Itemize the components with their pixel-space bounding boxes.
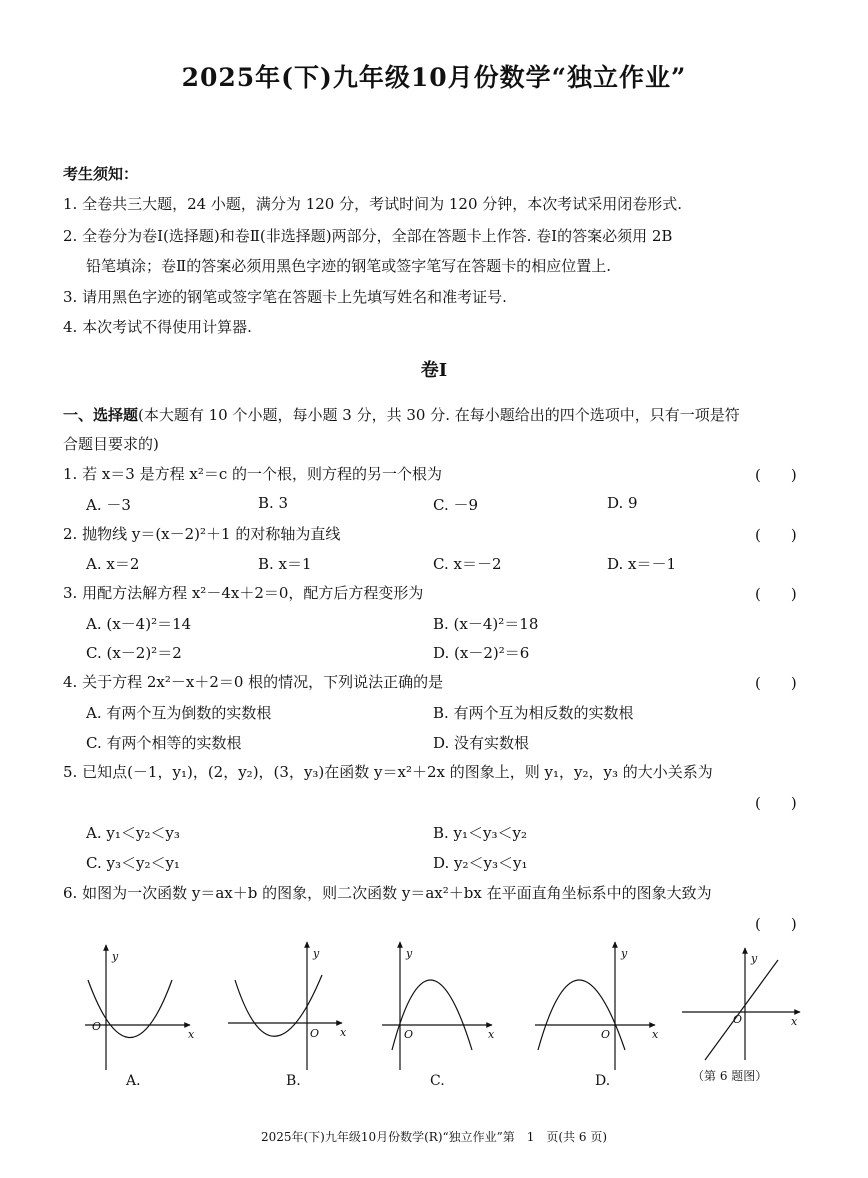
section-desc-1: (本大题有 10 个小题，每小题 3 分，共 30 分. 在每小题给出的四个选项中，只有一项是符 bbox=[138, 406, 740, 424]
figure-6-x-label: x bbox=[791, 1015, 798, 1028]
graph-c-origin: O bbox=[404, 1028, 414, 1041]
question-5-option-c: C. y₃＜y₂＜y₁ bbox=[86, 854, 180, 872]
section-desc-2: 合题目要求的) bbox=[63, 435, 159, 453]
graph-c bbox=[382, 942, 492, 1070]
graph-d-y-label: y bbox=[621, 947, 628, 960]
question-1-stem: 1. 若 x＝3 是方程 x²＝c 的一个根，则方程的另一个根为 bbox=[63, 465, 443, 483]
question-1-option-b: B. 3 bbox=[258, 494, 289, 512]
question-3-option-b: B. (x－4)²＝18 bbox=[433, 615, 539, 633]
graph-a-label: A. bbox=[126, 1073, 141, 1089]
question-1-option-c: C. －9 bbox=[433, 496, 479, 514]
question-1-option-a: A. －3 bbox=[86, 496, 131, 514]
question-5-option-b: B. y₁＜y₃＜y₂ bbox=[433, 824, 528, 842]
question-4-option-a: A. 有两个互为倒数的实数根 bbox=[86, 704, 272, 722]
question-4-option-d: D. 没有实数根 bbox=[433, 734, 530, 752]
question-3-option-c: C. (x－2)²＝2 bbox=[86, 644, 182, 662]
notice-item-2: 2. 全卷分为卷Ⅰ(选择题)和卷Ⅱ(非选择题)两部分，全部在答题卡上作答. 卷Ⅰ的答案必须用 2B bbox=[63, 227, 673, 245]
question-2-answer-paren: ( ) bbox=[755, 526, 797, 544]
graph-c-label: C. bbox=[430, 1073, 445, 1089]
graph-d-origin: O bbox=[601, 1028, 611, 1041]
section-label: 一、选择题 bbox=[63, 406, 139, 424]
question-3-option-a: A. (x－4)²＝14 bbox=[86, 615, 192, 633]
question-4-answer-paren: ( ) bbox=[755, 674, 797, 692]
question-2-option-d: D. x＝－1 bbox=[607, 555, 677, 573]
question-1-answer-paren: ( ) bbox=[755, 466, 797, 484]
question-3-answer-paren: ( ) bbox=[755, 585, 797, 603]
question-6-graphs bbox=[0, 930, 868, 1090]
graph-b-origin: O bbox=[310, 1027, 320, 1040]
graph-d bbox=[535, 942, 655, 1070]
graph-b-y-label: y bbox=[313, 947, 320, 960]
question-6-stem: 6. 如图为一次函数 y＝ax＋b 的图象，则二次函数 y＝ax²＋bx 在平面直角坐标系中的图象大致为 bbox=[63, 884, 712, 902]
page-footer: 2025年(下)九年级10月份数学(R)“独立作业”第 1 页(共 6 页) bbox=[260, 1130, 608, 1144]
graph-b-x-label: x bbox=[340, 1026, 347, 1039]
graph-a bbox=[85, 945, 190, 1070]
question-5-stem: 5. 已知点(－1，y₁)，(2，y₂)，(3，y₃)在函数 y＝x²＋2x 的图象上，则 y₁，y₂，y₃ 的大小关系为 bbox=[63, 763, 713, 781]
notice-item-1: 1. 全卷共三大题，24 小题，满分为 120 分，考试时间为 120 分钟，本次考试采用闭卷形式. bbox=[63, 195, 683, 213]
question-4-stem: 4. 关于方程 2x²－x＋2＝0 根的情况，下列说法正确的是 bbox=[63, 673, 444, 691]
question-5-answer-paren: ( ) bbox=[755, 794, 797, 812]
notice-item-2-cont: 铅笔填涂；卷Ⅱ的答案必须用黑色字迹的钢笔或签字笔写在答题卡的相应位置上. bbox=[86, 257, 611, 275]
graph-c-x-label: x bbox=[488, 1028, 495, 1041]
figure-6-y-label: y bbox=[751, 952, 758, 965]
volume-title: 卷Ⅰ bbox=[420, 360, 448, 381]
notice-heading: 考生须知： bbox=[63, 165, 139, 183]
question-3-stem: 3. 用配方法解方程 x²－4x＋2＝0，配方后方程变形为 bbox=[63, 584, 424, 602]
graph-a-x-label: x bbox=[188, 1028, 195, 1041]
figure-6-origin: O bbox=[733, 1013, 743, 1026]
section-header bbox=[63, 405, 740, 425]
question-5-option-a: A. y₁＜y₂＜y₃ bbox=[86, 824, 180, 842]
question-1-option-d: D. 9 bbox=[607, 494, 638, 512]
graph-b bbox=[228, 942, 342, 1070]
question-2-option-b: B. x＝1 bbox=[258, 555, 312, 573]
question-2-stem: 2. 抛物线 y＝(x－2)²＋1 的对称轴为直线 bbox=[63, 525, 341, 543]
question-2-option-a: A. x＝2 bbox=[86, 555, 140, 573]
graph-d-label: D. bbox=[595, 1073, 611, 1089]
question-4-option-b: B. 有两个互为相反数的实数根 bbox=[433, 704, 634, 722]
graph-c-y-label: y bbox=[406, 947, 413, 960]
question-5-option-d: D. y₂＜y₃＜y₁ bbox=[433, 854, 528, 872]
graph-b-label: B. bbox=[286, 1073, 301, 1089]
figure-6-line-graph bbox=[682, 948, 800, 1060]
question-6-answer-paren: ( ) bbox=[755, 915, 797, 933]
notice-item-3: 3. 请用黑色字迹的钢笔或签字笔在答题卡上先填写姓名和准考证号. bbox=[63, 288, 507, 306]
graph-a-y-label: y bbox=[112, 950, 119, 963]
question-2-option-c: C. x＝－2 bbox=[433, 555, 502, 573]
notice-item-4: 4. 本次考试不得使用计算器. bbox=[63, 318, 252, 336]
figure-6-caption: （第 6 题图） bbox=[692, 1069, 768, 1083]
graph-d-x-label: x bbox=[652, 1028, 659, 1041]
question-4-option-c: C. 有两个相等的实数根 bbox=[86, 734, 242, 752]
question-3-option-d: D. (x－2)²＝6 bbox=[433, 644, 530, 662]
page-title: 2025年(下)九年级10月份数学“独立作业” bbox=[181, 63, 687, 92]
graph-a-origin: O bbox=[92, 1020, 102, 1033]
